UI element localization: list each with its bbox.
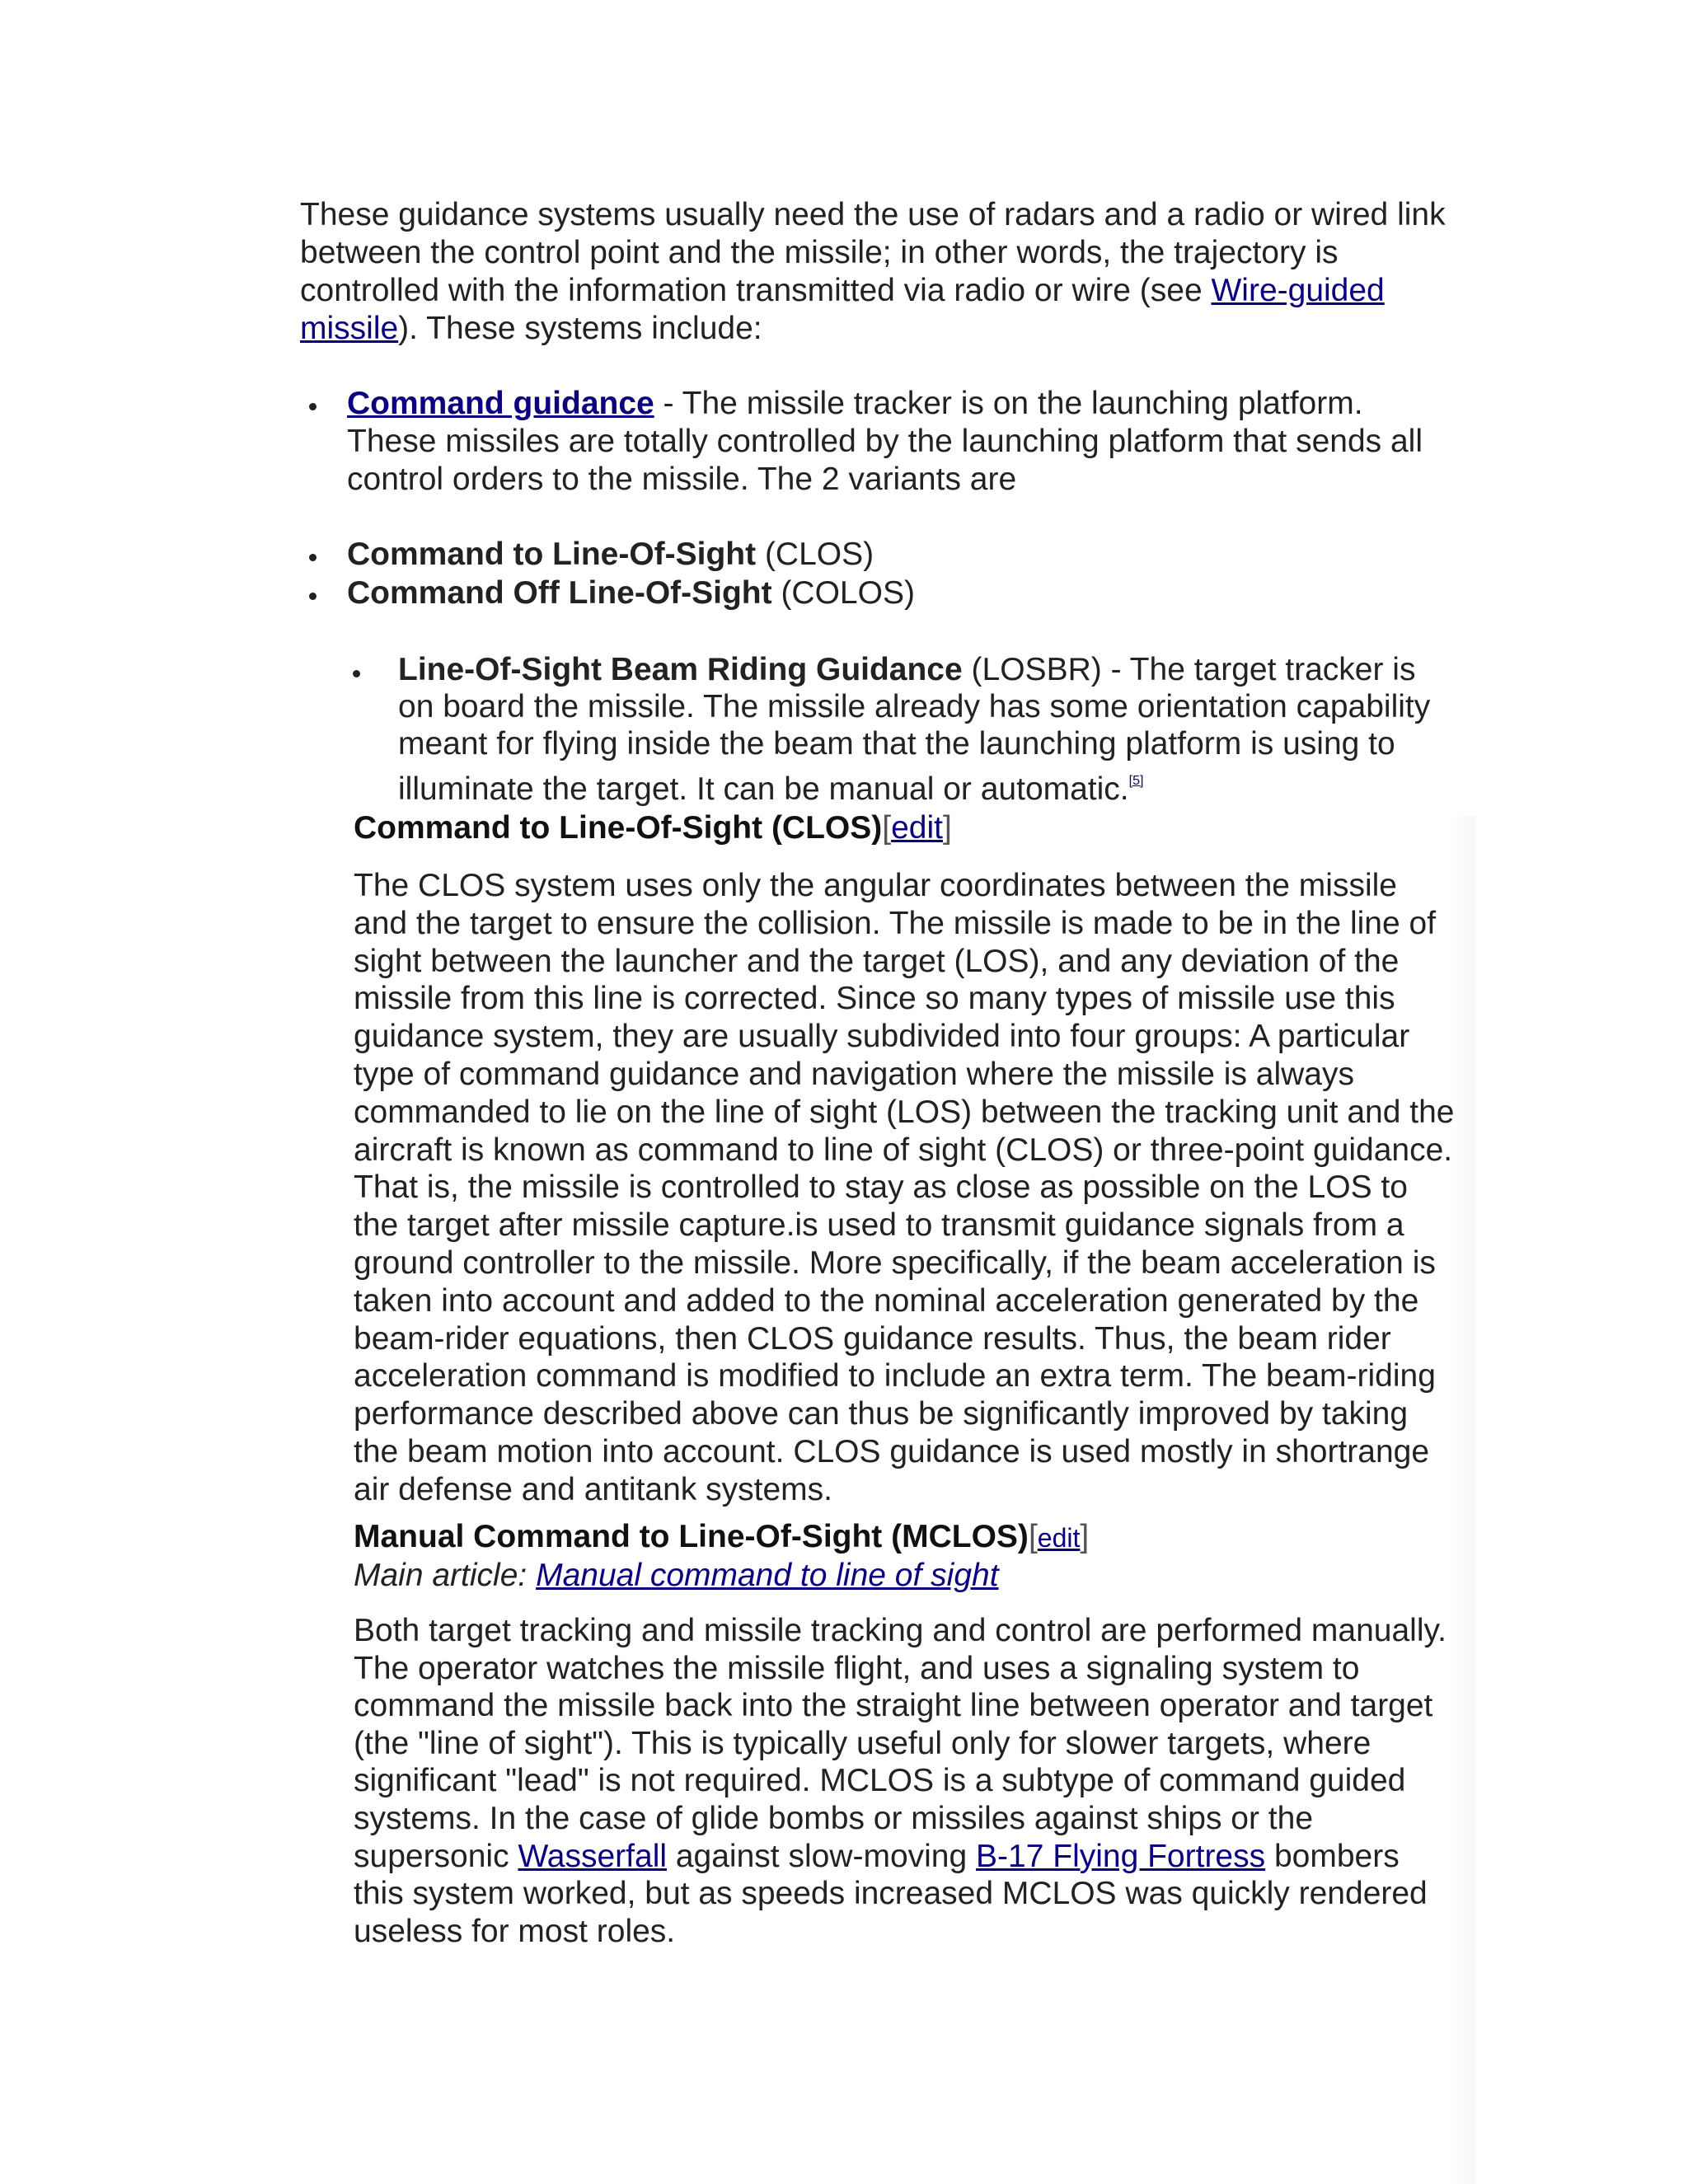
losbr-bold: Line-Of-Sight Beam Riding Guidance <box>398 652 963 687</box>
bullet-icon <box>309 554 316 561</box>
mclos-body-paragraph <box>354 1612 1458 1950</box>
bullet-icon <box>309 593 316 600</box>
edit-bracket-close: ] <box>1080 1519 1090 1554</box>
edit-link[interactable]: edit <box>891 810 943 846</box>
edit-link[interactable]: edit <box>1037 1523 1081 1553</box>
intro-paragraph <box>300 196 1470 348</box>
bullet-colos <box>347 574 1418 612</box>
main-article-label: Main article: <box>354 1558 537 1593</box>
intro-text-after: ). These systems include: <box>398 311 762 346</box>
clos-bold: Command to Line-Of-Sight <box>347 537 757 572</box>
clos-body-paragraph: The CLOS system uses only the angular coordinates between the missile and the target to ensure the collision. The missile is made to be in the line of sight between the launcher and the target (LOS), and any deviation of the missile from this line is corrected. Since so many types of missile use this guidance system, they are usually subdivided into four groups: A particular type of command guidance and navigation where the missile is always commanded to lie on the line of sight (LOS) between the tracking unit and the aircraft is known as command to line of sight (CLOS) or three-point guidance. That is, the missile is controlled to stay as close as possible on the LOS to the target after missile capture.is used to transmit guidance signals from a ground controller to the missile. More specifically, if the beam acceleration is taken into account and added to the nominal acceleration generated by the beam-rider equations, then CLOS guidance results. Thus, the beam rider acceleration command is modified to include an extra term. The beam-riding performance described above can thus be significantly improved by taking the beam motion into account. CLOS guidance is used mostly in shortrange air defense and antitank systems. <box>354 868 1455 1507</box>
colos-text: (COLOS) <box>771 575 915 611</box>
mclos-body-2: against slow-moving <box>667 1838 977 1874</box>
main-article-link[interactable]: Manual command to line of sight <box>536 1558 999 1593</box>
bullet-losbr <box>398 651 1453 808</box>
mclos-body-3: bombers this system worked, but as speeds increased MCLOS was quickly rendered useless for most roles. <box>354 1838 1428 1949</box>
command-guidance-link[interactable]: Command guidance <box>347 386 654 421</box>
heading-clos <box>354 809 1442 847</box>
bullet-command-guidance <box>347 385 1451 499</box>
mclos-body-1: Both target tracking and missile tracking and control are performed manually. The operator watches the missile flight, and uses a signaling system to command the missile back into the straight line between operator and target (the "line of sight"). This is typically useful only for slower targets, where significant "lead" is not required. MCLOS is a subtype of command guided systems. In the case of glide bombs or missiles against ships or the supersonic <box>354 1613 1447 1874</box>
bullet-icon <box>309 403 316 410</box>
reference-link[interactable]: [5] <box>1128 774 1144 788</box>
bullet-clos <box>347 536 1418 574</box>
wire-guided-missile-link[interactable]: Wire-guided missile <box>300 273 1385 346</box>
edit-bracket-close: ] <box>943 810 952 846</box>
edit-bracket-open: [ <box>882 810 892 846</box>
heading-mclos <box>354 1518 1442 1557</box>
command-guidance-text: - The missile tracker is on the launching platform. These missiles are totally controlled by the launching platform that sends all control orders to the missile. The 2 variants are <box>347 386 1423 497</box>
edit-bracket-open: [ <box>1028 1519 1038 1554</box>
colos-bold: Command Off Line-Of-Sight <box>347 575 772 611</box>
main-article-note <box>354 1557 1442 1595</box>
intro-text-before: These guidance systems usually need the use of radars and a radio or wired link between the control point and the missile; in other words, the trajectory is controlled with the information transmitted via radio or wire (see <box>300 197 1446 308</box>
clos-text: (CLOS) <box>756 537 874 572</box>
heading-mclos-text: Manual Command to Line-Of-Sight (MCLOS) <box>354 1519 1029 1554</box>
b17-flying-fortress-link[interactable]: B-17 Flying Fortress <box>976 1838 1266 1874</box>
wasserfall-link[interactable]: Wasserfall <box>518 1838 668 1874</box>
losbr-text: (LOSBR) - The target tracker is on board the missile. The missile already has some orientation capability meant for flying inside the beam that the launching platform is using to illuminate the target. It can be manual or automatic. <box>398 652 1431 807</box>
bullet-icon <box>353 670 360 677</box>
heading-clos-text: Command to Line-Of-Sight (CLOS) <box>354 810 883 846</box>
